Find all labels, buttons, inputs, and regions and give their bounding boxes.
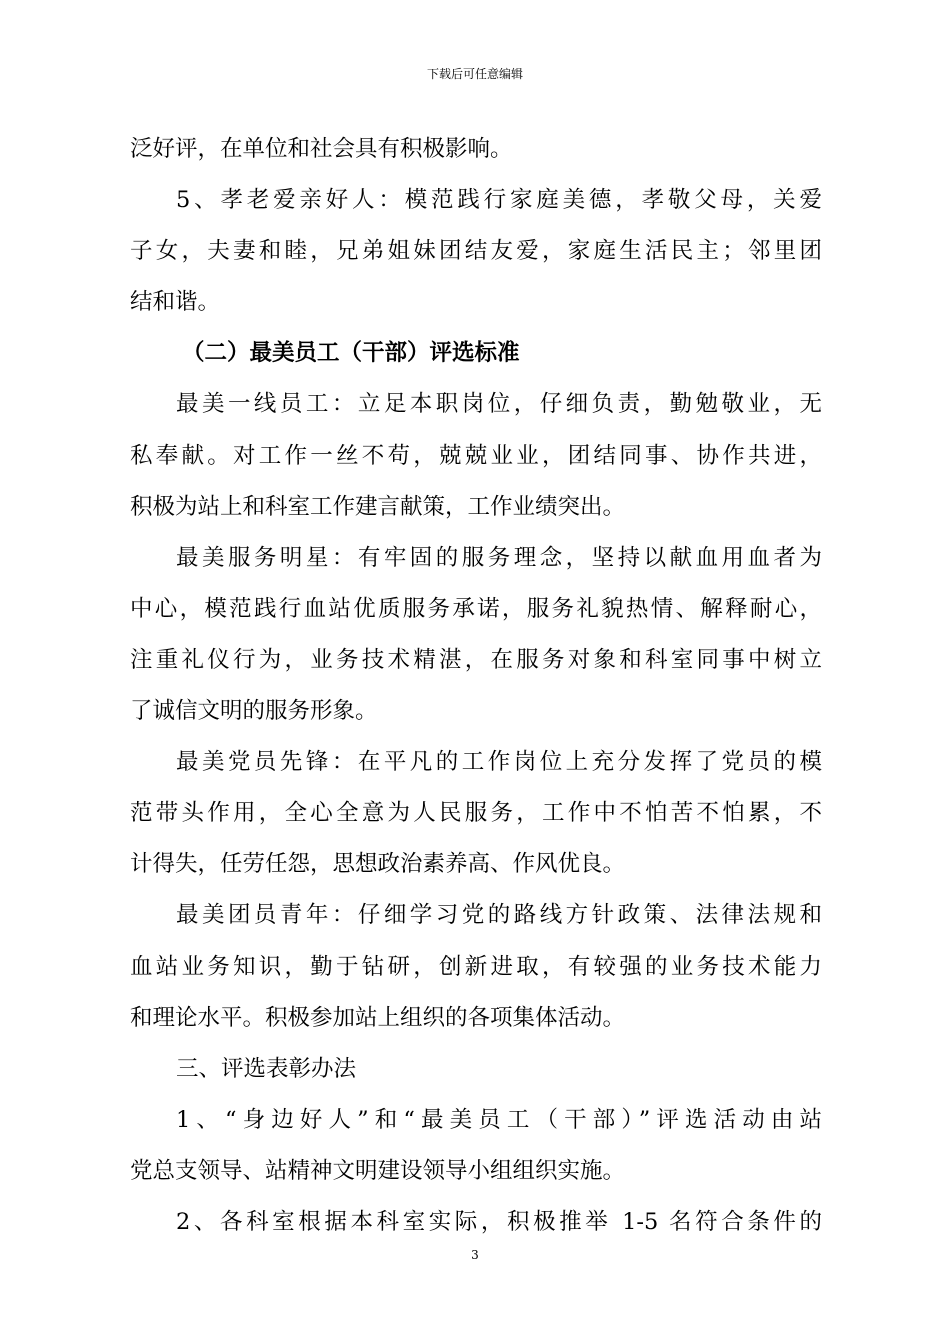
paragraph-line: 党总支领导、站精神文明建设领导小组组织实施。 — [130, 1157, 626, 1184]
paragraph-line: 了诚信文明的服务形象。 — [130, 698, 378, 725]
paragraph-line: 计得失，任劳任怨，思想政治素养高、作风优良。 — [130, 851, 626, 878]
paragraph-line: 最美一线员工：立足本职岗位，仔细负责，勤勉敬业，无 — [176, 391, 822, 418]
paragraph-line: 积极为站上和科室工作建言献策，工作业绩突出。 — [130, 493, 626, 520]
paragraph-line: 最美团员青年：仔细学习党的路线方针政策、法律法规和 — [176, 902, 822, 929]
section-heading: （二）最美员工（干部）评选标准 — [182, 340, 520, 367]
page-number: 3 — [471, 1248, 479, 1262]
paragraph-line: 中心，模范践行血站优质服务承诺，服务礼貌热情、解释耐心， — [130, 595, 822, 622]
paragraph-line: 5、孝老爱亲好人：模范践行家庭美德，孝敬父母，关爱 — [176, 187, 822, 214]
paragraph-line: 注重礼仪行为，业务技术精湛，在服务对象和科室同事中树立 — [130, 646, 822, 673]
paragraph-line: 范带头作用，全心全意为人民服务，工作中不怕苦不怕累，不 — [130, 800, 822, 827]
paragraph-line: 2、各科室根据本科室实际，积极推举 1-5 名符合条件的 — [176, 1208, 822, 1235]
page-header: 下载后可任意编辑 — [426, 67, 523, 81]
paragraph-line: 私奉献。对工作一丝不苟，兢兢业业，团结同事、协作共进， — [130, 442, 822, 469]
paragraph-line: 和理论水平。积极参加站上组织的各项集体活动。 — [130, 1004, 626, 1031]
paragraph-line: 泛好评，在单位和社会具有积极影响。 — [130, 136, 513, 162]
paragraph-line: 血站业务知识，勤于钻研，创新进取，有较强的业务技术能力 — [130, 953, 822, 980]
paragraph-line: 1、“身边好人”和“最美员工（干部）”评选活动由站 — [176, 1106, 822, 1133]
section-heading: 三、评选表彰办法 — [176, 1055, 357, 1082]
paragraph-line: 结和谐。 — [130, 289, 221, 316]
paragraph-line: 最美党员先锋：在平凡的工作岗位上充分发挥了党员的模 — [176, 749, 822, 776]
paragraph-line: 最美服务明星：有牢固的服务理念，坚持以献血用血者为 — [176, 544, 822, 571]
paragraph-line: 子女，夫妻和睦，兄弟姐妹团结友爱，家庭生活民主；邻里团 — [130, 238, 822, 265]
document-body — [130, 124, 822, 1248]
